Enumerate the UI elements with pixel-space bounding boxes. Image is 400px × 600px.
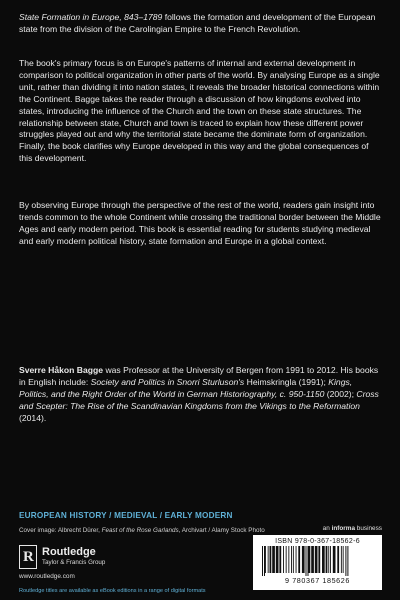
author-book-1: Society and Politics in Snorri Sturluson's xyxy=(90,376,245,387)
credit-prefix: Cover image: Albrecht Dürer, xyxy=(19,527,102,534)
informa-brand: informa xyxy=(331,525,355,532)
cover-image-credit xyxy=(19,527,265,534)
informa-business-label xyxy=(253,525,382,532)
routledge-logo-icon xyxy=(19,545,37,569)
author-bio-text-3: (2002); xyxy=(324,388,357,399)
barcode-icon xyxy=(259,546,376,576)
author-book-2: Kings, Politics, and the Right Order of the World in German Historiography, c. 950-1150 xyxy=(19,376,353,399)
barcode-panel xyxy=(253,535,382,590)
ebook-note: Routledge titles are available as eBook editions in a range of digital formats xyxy=(19,588,206,594)
author-book-3: Cross and Scepter: The Rise of the Scandinavian Kingdoms from the Vikings to the Reformation xyxy=(19,388,379,411)
book-title: State Formation in Europe, 843–1789 xyxy=(19,12,163,22)
intro-text: follows the formation and development of the European state from the division of the Carolingian Empire to the French Revolution. xyxy=(19,12,376,34)
publisher-block xyxy=(19,545,169,575)
informa-prefix: an xyxy=(322,525,332,532)
author-bio-text-2: Heimskringla (1991); xyxy=(244,376,329,387)
subject-categories: EUROPEAN HISTORY / MEDIEVAL / EARLY MODERN xyxy=(19,511,233,520)
credit-suffix: , Archivart / Alamy Stock Photo xyxy=(178,527,265,534)
author-bio-text-4: (2014). xyxy=(19,412,47,423)
publisher-group: Taylor & Francis Group xyxy=(42,559,106,566)
barcode-digits: 9 780367 185626 xyxy=(285,576,350,585)
informa-suffix: business xyxy=(355,525,382,532)
perspective-paragraph: By observing Europe through the perspective of the rest of the world, readers gain insight into trends common to the whole Continent while crossing the traditional border between the Middle Ages and early modern period. This book is essential reading for students studying medieval and early modern political history, state formation and Europe in a global context. xyxy=(19,200,381,246)
author-name: Sverre Håkon Bagge xyxy=(19,365,104,375)
focus-paragraph: The book's primary focus is on Europe's patterns of internal and external development in comparison to political organization in other parts of the world. By analysing Europe as a single unit, rather than dividing it into nation states, it reveals the broader historical connections within the Continent. Bagge takes the reader through a discussion of how kingdoms evolved into states, introducing the influence of the Church and the town on these state structures. The relationship between state, Church and town is traced to explain how these different power struggles played out and why the territorial state became the dominate form of organization. Finally, the book clarifies why Europe developed in this way and the global consequences of this development. xyxy=(19,58,380,164)
publisher-name: Routledge xyxy=(42,546,96,558)
logo-letter: R xyxy=(23,549,34,565)
credit-artwork: Feast of the Rose Garlands xyxy=(101,527,179,534)
isbn-label: ISBN 978-0-367-18562-6 xyxy=(275,538,360,545)
author-bio xyxy=(19,365,382,425)
publisher-website[interactable]: www.routledge.com xyxy=(19,573,75,580)
author-bio-text: was Professor at the University of Bergen from 1991 to 2012. His books in English include: xyxy=(19,365,379,387)
intro-paragraph xyxy=(19,12,382,36)
